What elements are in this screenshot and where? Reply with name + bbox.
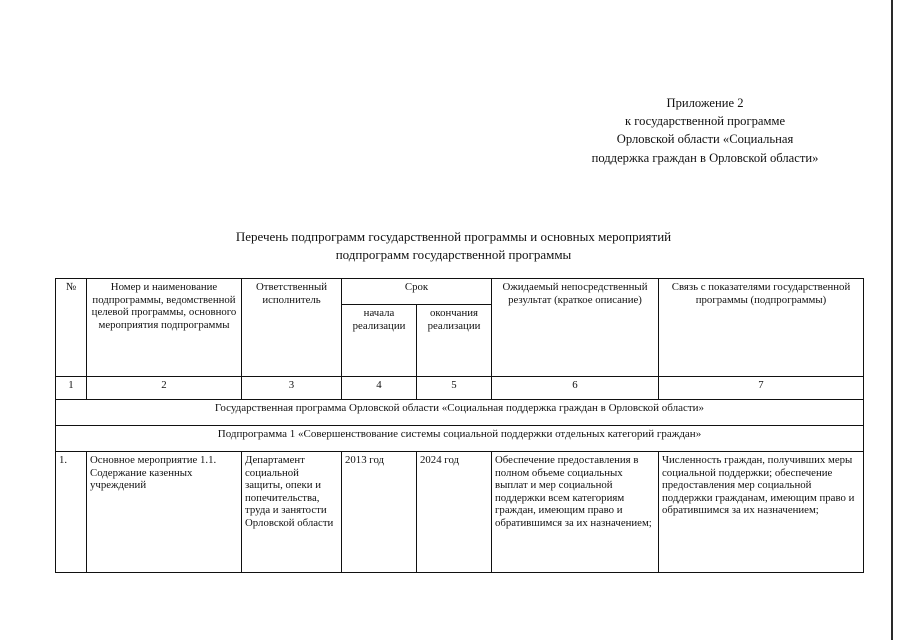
subprogram-title: Подпрограмма 1 «Совершенствование системы социальной поддержки отдельных категорий граждан» [56, 426, 864, 452]
header-name: Номер и наименование подпрограммы, ведомственной целевой программы, основного мероприятия подпрограммы [87, 279, 242, 377]
row-name: Основное мероприятие 1.1. Содержание казенных учреждений [87, 452, 242, 573]
header-result: Ожидаемый непосредственный результат (краткое описание) [492, 279, 659, 377]
title-line-1: Перечень подпрограмм государственной программы и основных мероприятий [235, 229, 672, 244]
row-num: 1. [56, 452, 87, 573]
table-row [56, 452, 864, 573]
column-number: 4 [342, 377, 417, 400]
header-num: № [56, 279, 87, 377]
subprogram-row [56, 426, 864, 452]
row-result: Обеспечение предоставления в полном объеме социальных выплат и мер социальной поддержки всем категориям граждан, имеющим право и обратившимся за их назначением; [492, 452, 659, 573]
header-executor: Ответственный исполнитель [242, 279, 342, 377]
subprograms-table [55, 278, 864, 573]
row-executor: Департамент социальной защиты, опеки и попечительства, труда и занятости Орловской области [242, 452, 342, 573]
column-number: 1 [56, 377, 87, 400]
program-row [56, 400, 864, 426]
column-number: 6 [492, 377, 659, 400]
header-row [56, 279, 864, 305]
appendix-line-1: Приложение 2 [666, 96, 744, 110]
row-link: Численность граждан, получивших меры социальной поддержки; обеспечение предоставления мер социальной поддержки гражданам, имеющим право и обратившимся за их назначением; [659, 452, 864, 573]
column-number: 7 [659, 377, 864, 400]
document-title [52, 228, 855, 263]
header-link: Связь с показателями государственной программы (подпрограммы) [659, 279, 864, 377]
appendix-line-2: к государственной программе [624, 114, 786, 129]
column-numbers-row [56, 377, 864, 400]
column-number: 3 [242, 377, 342, 400]
header-term-start: начала реализации [342, 305, 417, 377]
appendix-line-3: Орловской области «Социальная [616, 132, 794, 147]
program-title: Государственная программа Орловской области «Социальная поддержка граждан в Орловской области» [56, 400, 864, 426]
header-term-end: окончания реализации [417, 305, 492, 377]
row-start: 2013 год [342, 452, 417, 573]
appendix-heading [540, 94, 870, 167]
column-number: 2 [87, 377, 242, 400]
scan-edge-line [891, 0, 893, 640]
title-line-2: подпрограмм государственной программы [335, 246, 572, 262]
appendix-line-4: поддержка граждан в Орловской области» [591, 150, 819, 165]
row-end: 2024 год [417, 452, 492, 573]
column-number: 5 [417, 377, 492, 400]
header-term: Срок [342, 279, 492, 305]
